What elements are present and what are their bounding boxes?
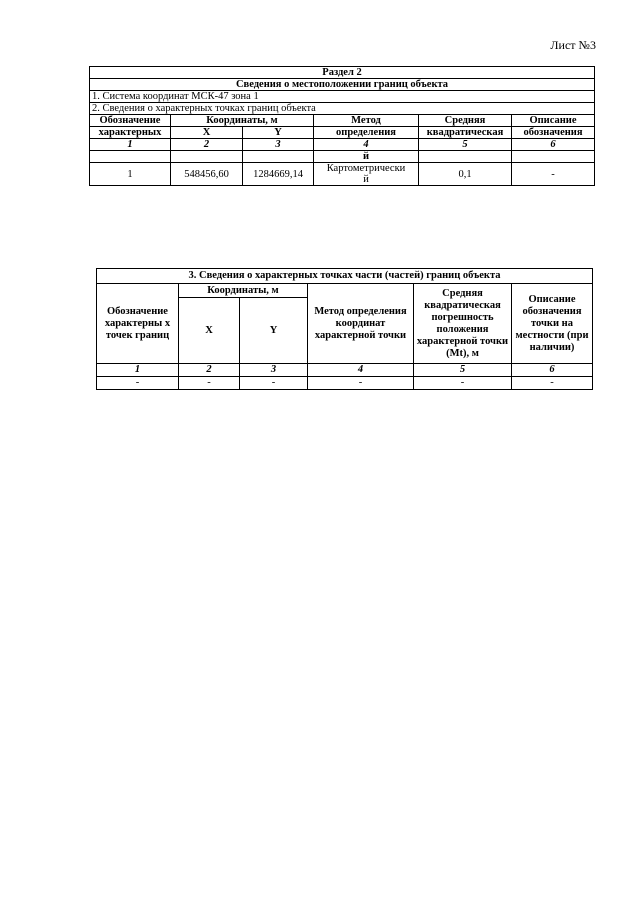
header-error: Средняя [419, 115, 512, 127]
col-number: 4 [314, 139, 419, 151]
col-number: 1 [90, 139, 171, 151]
col-number: 4 [308, 364, 414, 377]
header-method: Метод определения координат характерной точки [308, 284, 414, 364]
section2-subtitle: Сведения о местоположении границ объекта [90, 79, 595, 91]
point-description: - [512, 163, 595, 186]
cell-dash: - [414, 377, 512, 390]
point-method-cont: й [314, 174, 419, 186]
col-number: 5 [414, 364, 512, 377]
header-x: X [171, 127, 243, 139]
col-number: 3 [243, 139, 314, 151]
col-number: 6 [512, 139, 595, 151]
carry-text: й [314, 151, 419, 163]
cell-dash: - [308, 377, 414, 390]
header-description-cont: обозначения [512, 127, 595, 139]
cell-dash: - [512, 377, 593, 390]
section3-title: 3. Сведения о характерных точках части (частей) границ объекта [97, 269, 593, 284]
carry-row [90, 151, 595, 163]
cell-dash: - [179, 377, 240, 390]
point-method: Картометрически [314, 163, 419, 175]
point-number: 1 [90, 163, 171, 186]
cell-dash: - [97, 377, 179, 390]
col-number: 2 [171, 139, 243, 151]
header-description: Описание обозначения точки на местности (при наличии) [512, 284, 593, 364]
point-x: 548456,60 [171, 163, 243, 186]
header-designation: Обозначение характерны х точек границ [97, 284, 179, 364]
column-number-row [97, 364, 593, 377]
column-number-row [90, 139, 595, 151]
points-heading-row: 2. Сведения о характерных точках границ объекта [90, 103, 595, 115]
header-coords: Координаты, м [171, 115, 314, 127]
coord-system-row: 1. Система координат МСК-47 зона 1 [90, 91, 595, 103]
sheet-number: Лист №3 [550, 38, 596, 52]
col-number: 2 [179, 364, 240, 377]
header-method-cont: определения [314, 127, 419, 139]
point-y: 1284669,14 [243, 163, 314, 186]
col-number: 1 [97, 364, 179, 377]
section3-table [96, 268, 593, 390]
table-row [97, 377, 593, 390]
col-number: 5 [419, 139, 512, 151]
header-method: Метод [314, 115, 419, 127]
header-x: X [179, 298, 240, 364]
header-designation-cont: характерных [90, 127, 171, 139]
col-number: 6 [512, 364, 593, 377]
col-number: 3 [240, 364, 308, 377]
header-error-cont: квадратическая [419, 127, 512, 139]
header-error: Средняя квадратическая погрешность положения характерной точки (Mt), м [414, 284, 512, 364]
section2-title: Раздел 2 [90, 67, 595, 79]
header-y: Y [240, 298, 308, 364]
point-error: 0,1 [419, 163, 512, 186]
header-y: Y [243, 127, 314, 139]
header-description: Описание [512, 115, 595, 127]
header-designation: Обозначение [90, 115, 171, 127]
section2-table [89, 66, 595, 186]
table-row [90, 163, 595, 175]
cell-dash: - [240, 377, 308, 390]
header-coords: Координаты, м [179, 284, 308, 298]
